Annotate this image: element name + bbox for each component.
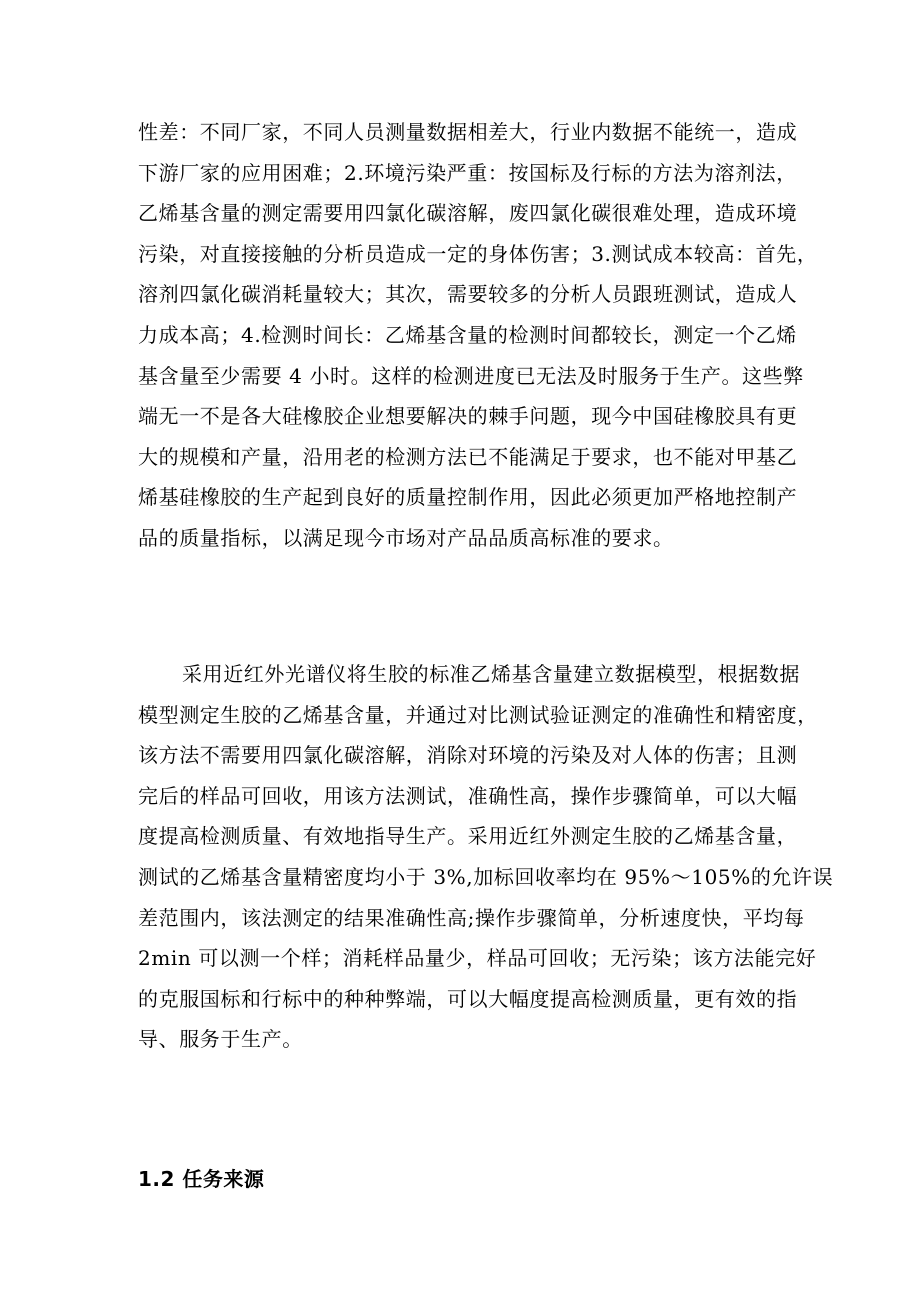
paragraph-2-line: 2min 可以测一个样；消耗样品量少，样品可回收；无污染；该方法能完好 [138,946,817,971]
paragraph-2-line: 模型测定生胶的乙烯基含量，并通过对比测试验证测定的准确性和精密度， [138,702,818,727]
paragraph-2 [138,654,834,1060]
paragraph-1-line: 溶剂四氯化碳消耗量较大；其次，需要较多的分析人员跟班测试，造成人 [138,282,798,307]
section-heading: 1.2 任务来源 [138,1167,265,1191]
paragraph-2-line: 的克服国标和行标中的种种弊端，可以大幅度提高检测质量，更有效的指 [138,986,798,1011]
paragraph-1-line: 污染，对直接接触的分析员造成一定的身体伤害；3.测试成本较高：首先， [138,241,818,266]
paragraph-1-line: 品的质量指标，以满足现今市场对产品品质高标准的要求。 [138,525,674,550]
paragraph-1 [138,112,818,559]
paragraph-2-line: 该方法不需要用四氯化碳溶解，消除对环境的污染及对人体的伤害；且测 [138,743,798,768]
paragraph-1-line: 基含量至少需要 4 小时。这样的检测进度已无法及时服务于生产。这些弊 [138,363,804,388]
paragraph-2-line: 采用近红外光谱仪将生胶的标准乙烯基含量建立数据模型，根据数据 [182,662,800,686]
paragraph-1-line: 乙烯基含量的测定需要用四氯化碳溶解，废四氯化碳很难处理，造成环境 [138,201,798,226]
paragraph-2-line: 测试的乙烯基含量精密度均小于 3%,加标回收率均在 95%～105%的允许误 [138,864,834,889]
paragraph-1-line: 大的规模和产量，沿用老的检测方法已不能满足于要求，也不能对甲基乙 [138,444,798,469]
paragraph-1-line: 烯基硅橡胶的生产起到良好的质量控制作用，因此必须更加严格地控制产 [138,485,798,510]
paragraph-2-line: 差范围内，该法测定的结果准确性高;操作步骤简单，分析速度快，平均每 [138,905,805,930]
paragraph-1-line: 端无一不是各大硅橡胶企业想要解决的棘手问题，现今中国硅橡胶具有更 [138,404,798,429]
paragraph-2-line: 完后的样品可回收，用该方法测试，准确性高，操作步骤简单，可以大幅 [138,783,798,808]
paragraph-2-line: 度提高检测质量、有效地指导生产。采用近红外测定生胶的乙烯基含量， [138,824,798,849]
paragraph-2-line: 导、服务于生产。 [138,1027,303,1052]
paragraph-1-line: 下游厂家的应用困难；2.环境污染严重：按国标及行标的方法为溶剂法， [138,160,797,185]
paragraph-1-line: 性差：不同厂家，不同人员测量数据相差大，行业内数据不能统一，造成 [138,120,798,144]
paragraph-1-line: 力成本高；4.检测时间长：乙烯基含量的检测时间都较长，测定一个乙烯 [138,322,797,347]
